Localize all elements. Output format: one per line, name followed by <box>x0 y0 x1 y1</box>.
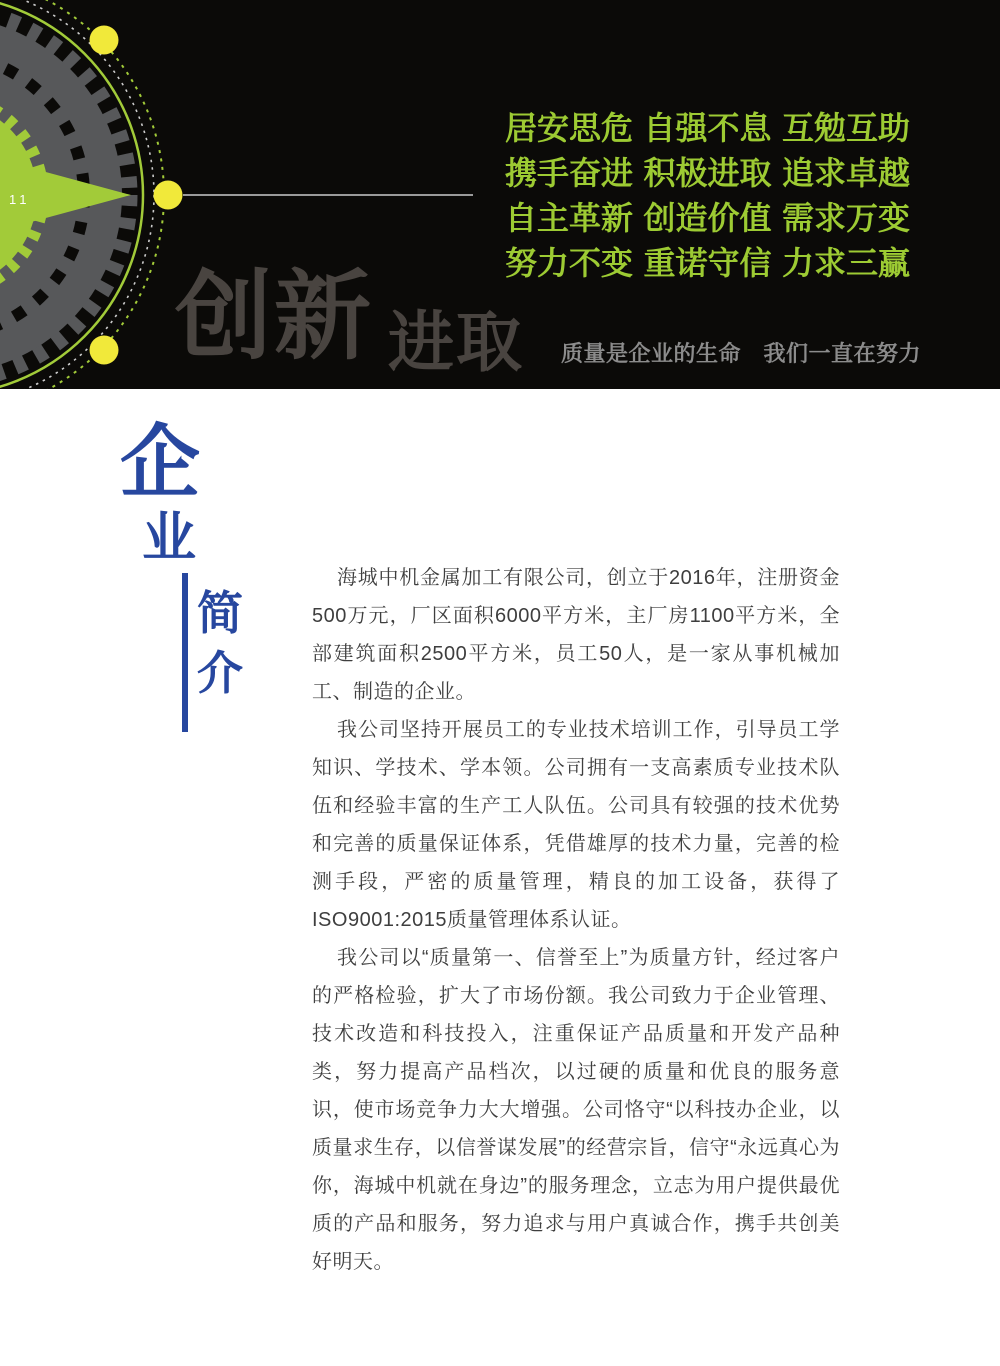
section-title-char-jie: 介 <box>197 647 243 699</box>
hero-tagline: 质量是企业的生命 我们一直在努力 <box>561 341 922 366</box>
slogan-phrase: 携手奋进 <box>505 154 634 191</box>
slogan-phrase: 力求三赢 <box>781 244 910 281</box>
yellow-dot-middle <box>154 181 183 210</box>
slogan-phrase: 互勉互助 <box>781 109 910 146</box>
slogan-row <box>505 103 910 148</box>
section-title-char-ye: 业 <box>142 508 196 568</box>
profile-paragraph: 我公司以“质量第一、信誉至上”为质量方针，经过客户的严格检验，扩大了市场份额。我公司致力于企业管理、技术改造和科技投入，注重保证产品质量和开发产品种类，努力提高产品档次，以过硬的质量和优良的服务意识，使市场竞争力大大增强。公司恪守“以科技办企业，以质量求生存，以信誉谋发展”的经营宗旨，信守“永远真心为你，海城中机就在身边”的服务理念，立志为用户提供最优质的产品和服务，努力追求与用户真诚合作，携手共创美好明天。 <box>312 947 840 1273</box>
yellow-dot-bottom <box>90 336 119 365</box>
yellow-dot-top <box>90 26 119 55</box>
company-profile-text <box>312 559 840 1281</box>
slogan-phrase: 努力不变 <box>505 244 634 281</box>
profile-paragraph: 海城中机金属加工有限公司，创立于2016年，注册资金500万元，厂区面积6000平方米，主厂房1100平方米，全部建筑面积2500平方米，员工50人，是一家从事机械加工、制造的企业。 <box>312 567 840 703</box>
slogan-phrase: 自主革新 <box>505 199 634 236</box>
slogan-block <box>505 103 910 283</box>
title-divider-line <box>182 573 188 732</box>
slogan-phrase: 自强不息 <box>643 109 772 146</box>
slogan-phrase: 重诺守信 <box>643 244 772 281</box>
pointer-line <box>183 194 473 196</box>
section-title-vertical <box>196 587 244 710</box>
slogan-row <box>505 148 910 193</box>
slogan-phrase: 创造价值 <box>643 199 772 236</box>
hero-headline-large: 创新 <box>175 262 373 371</box>
hero-headline-small: 进取 <box>388 305 524 379</box>
slogan-row <box>505 238 910 283</box>
slogan-phrase: 需求万变 <box>781 199 910 236</box>
slogan-row <box>505 193 910 238</box>
profile-paragraph: 我公司坚持开展员工的专业技术培训工作，引导员工学知识、学技术、学本领。公司拥有一支高素质专业技术队伍和经验丰富的生产工人队伍。公司具有较强的技术优势和完善的质量保证体系，凭借雄厚的技术力量，完善的检测手段，严密的质量管理，精良的加工设备，获得了ISO9001:2015质量管理体系认证。 <box>312 719 840 931</box>
section-title-char-qi: 企 <box>120 418 200 507</box>
section-title-char-jian: 简 <box>197 587 243 639</box>
slogan-phrase: 积极进取 <box>643 154 772 191</box>
slogan-phrase: 居安思危 <box>505 109 634 146</box>
hero-banner <box>0 0 1000 389</box>
gauge-label: 11 <box>9 192 31 207</box>
slogan-phrase: 追求卓越 <box>781 154 910 191</box>
